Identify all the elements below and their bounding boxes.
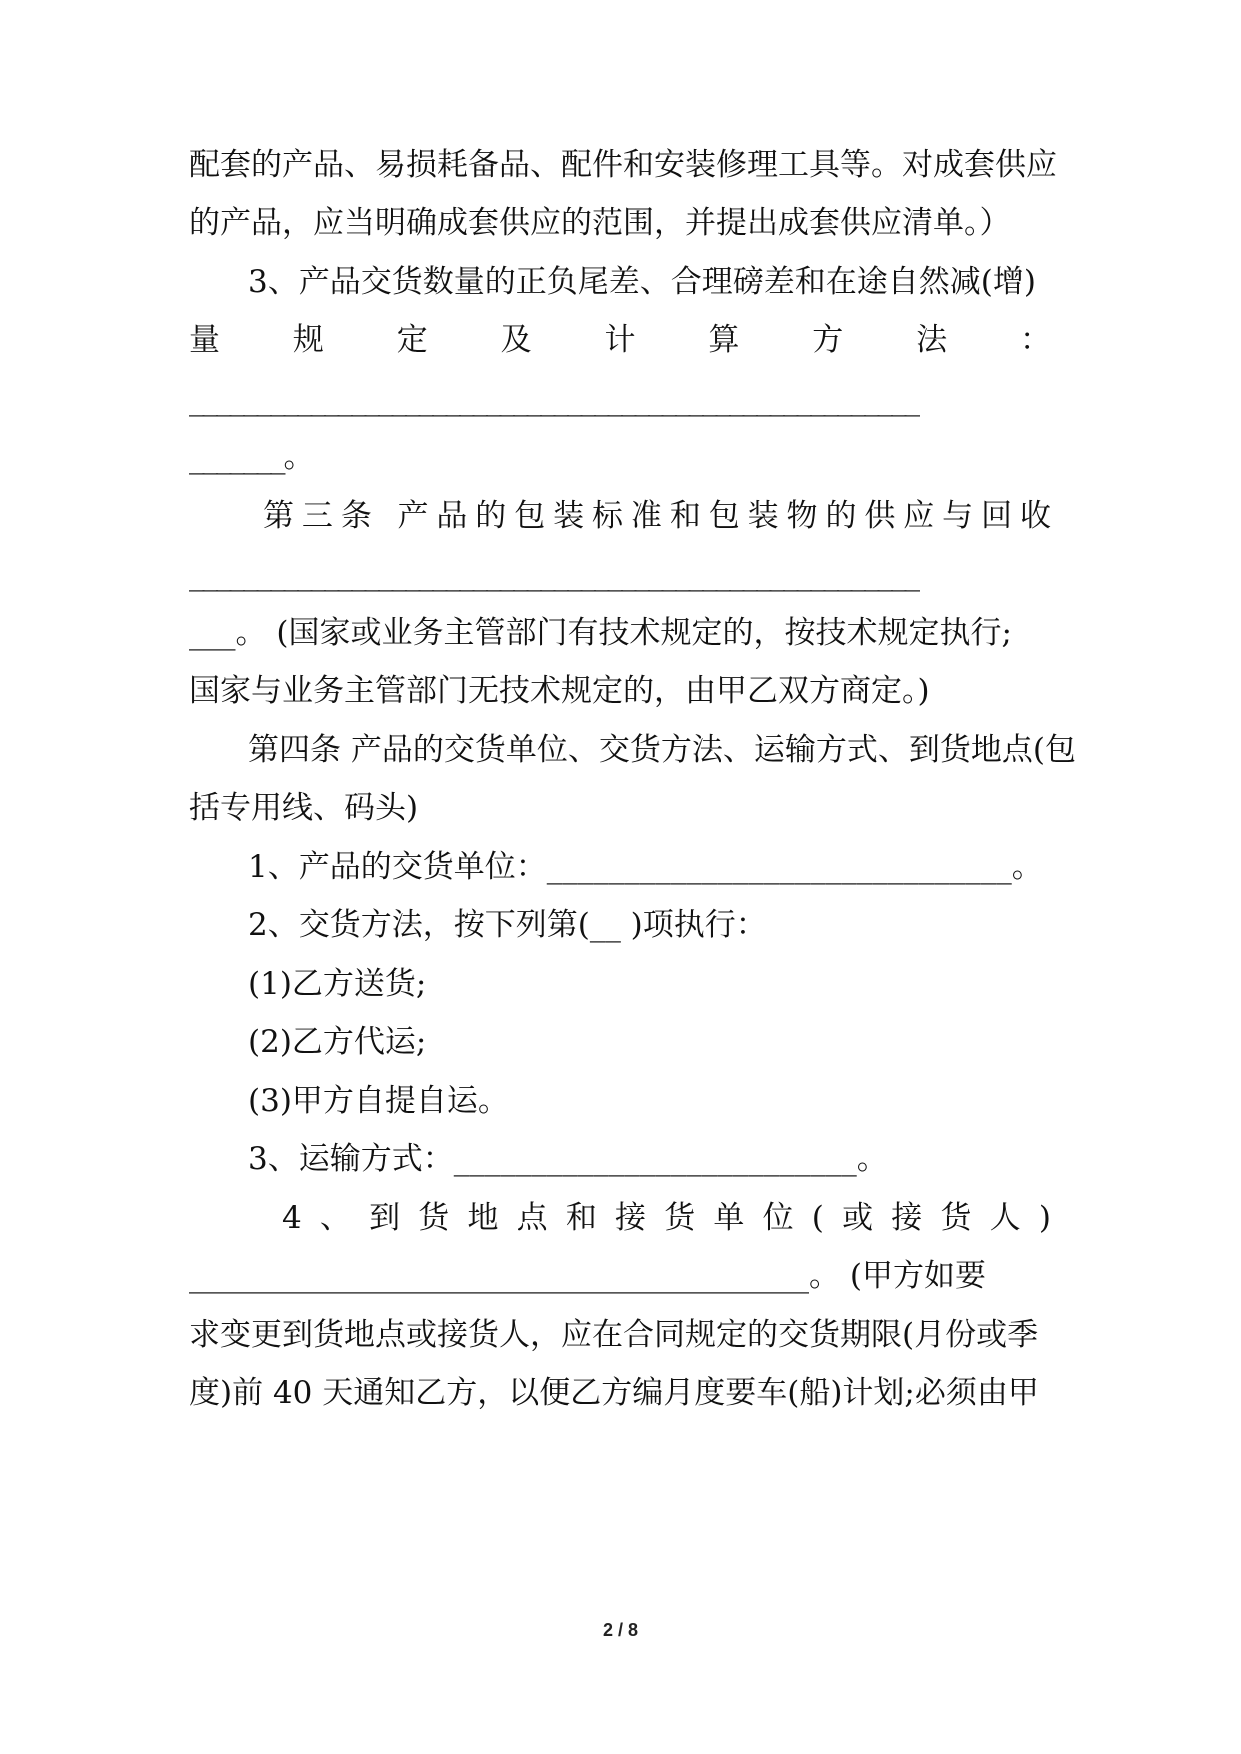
char: 定 (396, 322, 428, 358)
blank-fill-line: _______。 (189, 439, 313, 475)
paragraph-line: 国家与业务主管部门无技术规定的，由甲乙双方商定。) (189, 673, 930, 709)
list-item: (3)甲方自提自运。 (248, 1083, 509, 1119)
char: 方 (812, 322, 844, 358)
list-item: (2)乙方代运; (248, 1024, 427, 1060)
blank-fill-line: ______________________________________________________ (189, 381, 918, 417)
char: 算 (708, 322, 740, 358)
paragraph-line: 3、产品交货数量的正负尾差、合理磅差和在途自然减(增) (248, 264, 1036, 300)
char: 量 (189, 322, 220, 358)
paragraph-line: 括专用线、码头) (189, 790, 419, 826)
list-item: 3、运输方式：__________________________。 (248, 1141, 888, 1177)
char: 法 (916, 322, 948, 358)
paragraph-line: 配套的产品、易损耗备品、配件和安装修理工具等。对成套供应 (189, 147, 1057, 183)
paragraph-line: 求变更到货地点或接货人，应在合同规定的交货期限(月份或季 (189, 1317, 1039, 1353)
paragraph-line: ________________________________________。 (甲方如要 (189, 1258, 986, 1294)
char: ： (1020, 322, 1051, 358)
list-item: 1、产品的交货单位：______________________________。 (248, 849, 1043, 885)
char: 及 (500, 322, 532, 358)
char: 计 (604, 322, 636, 358)
char: 规 (292, 322, 324, 358)
page-number: 2 / 8 (602, 1620, 639, 1640)
blank-fill-line: ______________________________________________________ (189, 556, 918, 592)
list-item: (1)乙方送货; (248, 966, 427, 1002)
section-heading-4: 第四条 产品的交货单位、交货方法、运输方式、到货地点(包 (248, 732, 1076, 768)
section-heading-3: 第 三 条 产 品 的 包 装 标 准 和 包 装 物 的 供 应 与 回 收 (263, 498, 1051, 534)
paragraph-line: 的产品，应当明确成套供应的范围，并提出成套供应清单。） (189, 205, 1011, 241)
paragraph-line: 度)前 40 天通知乙方，以便乙方编月度要车(船)计划;必须由甲 (189, 1375, 1039, 1411)
list-item: 2、交货方法，按下列第(__ )项执行： (248, 907, 767, 943)
spread-heading-line (189, 320, 1051, 360)
spread-item-line: 4 、 到 货 地 点 和 接 货 单 位 ( 或 接 货 人 ) (282, 1200, 1051, 1236)
paragraph-line: ___。 (国家或业务主管部门有技术规定的，按技术规定执行; (189, 615, 1012, 651)
